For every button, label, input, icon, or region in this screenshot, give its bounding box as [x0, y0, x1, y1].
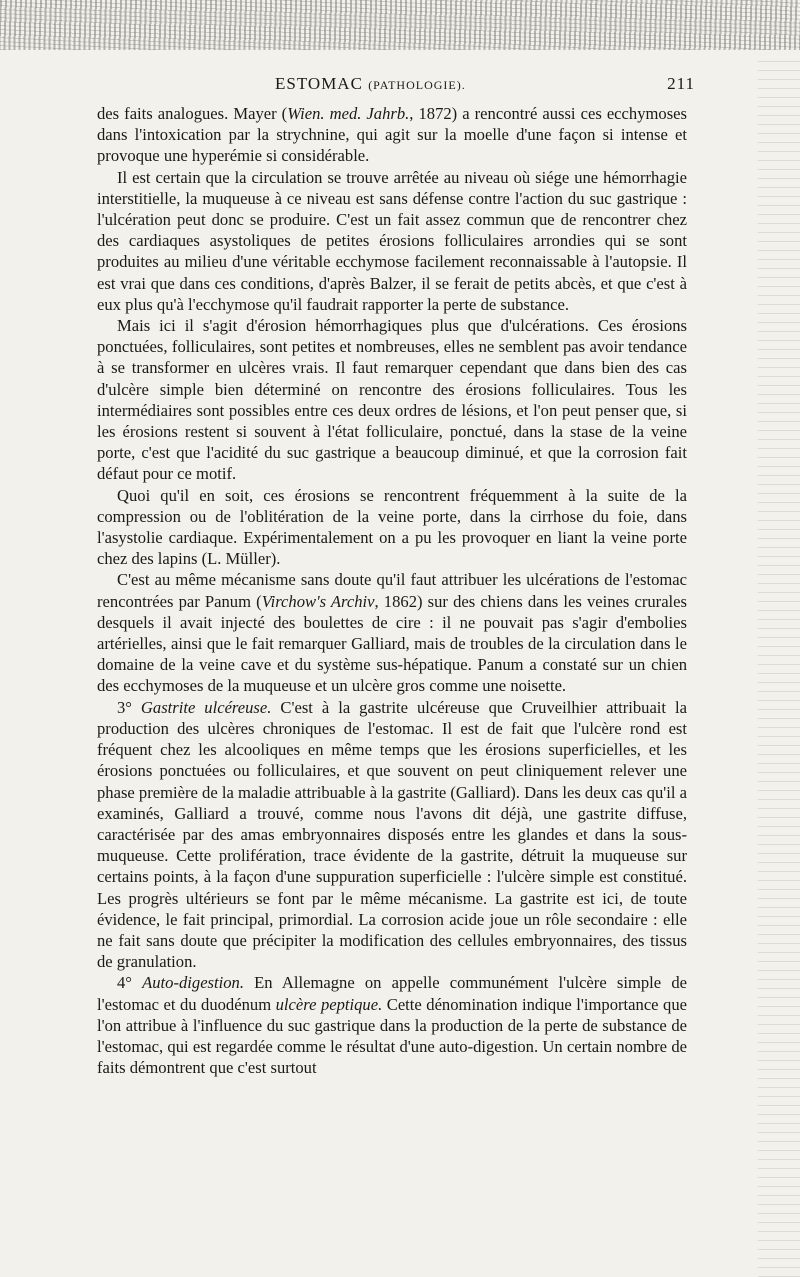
running-header: [95, 74, 695, 100]
header-title: [275, 74, 466, 94]
scan-noise-top: [0, 0, 800, 50]
header-title-paren: (PATHOLOGIE).: [368, 78, 466, 92]
term-emphasis: ulcère peptique.: [275, 994, 383, 1014]
paragraph-4: Quoi qu'il en soit, ces érosions se rencontrent fréquemment à la suite de la compression ou de l'oblitération de la veine porte, dans la cirrhose du foie, dans l'asystolie cardiaque. Expérimentalement on a pu les provoquer en liant la veine porte chez des lapins (L. Müller).: [97, 485, 687, 569]
citation-title: Wien. med. Jahrb.: [287, 104, 410, 123]
paragraph-2: Il est certain que la circulation se trouve arrêtée au niveau où siége une hémorrhagie interstitielle, la muqueuse à ce niveau est sans défense contre l'action du suc gastrique : l'ulcération peut donc se produire. C'est un fait assez commun que de rencontrer chez des cardiaques asystoliques de petites érosions folliculaires arrondies qui se sont produites au milieu d'une véritable ecchymose facilement reconnaissable à l'autopsie. Il est vrai que dans ces conditions, d'après Balzer, il se ferait de petits abcès, et que c'est à eux plus qu'à l'ecchymose qu'il faudrait rapporter la perte de substance.: [97, 167, 687, 314]
paragraph-1: des faits analogues. Mayer (Wien. med. Jahrb., 1872) a rencontré aussi ces ecchymoses dans l'intoxication par la strychnine, qui agit sur la moelle d'une façon si intense et provoque une hyperémie si considérable.: [97, 104, 687, 166]
citation-title: Virchow's Archiv: [261, 591, 375, 611]
page-number: 211: [667, 74, 695, 93]
header-title-main: ESTOMAC: [275, 74, 363, 93]
scan-noise-right: [758, 60, 800, 1277]
section-heading: Gastrite ulcéreuse.: [140, 697, 272, 717]
paragraph-3: Mais ici il s'agit d'érosion hémorrhagiques plus que d'ulcérations. Ces érosions ponctuées, folliculaires, sont petites et nombreuses, elles ne semblent pas avoir tendance à se transformer en ulcères vrais. Il faut remarquer cependant que dans bien des cas d'ulcère simple bien déterminé on rencontre des érosions folliculaires. Tous les intermédiaires sont possibles entre ces deux ordres de lésions, et l'on peut penser que, si les érosions restent si souvent à l'état folliculaire, ponctué, dans la stase de la veine porte, c'est que l'acidité du suc gastrique a beaucoup diminué, et que la corrosion fait défaut pour ce motif.: [97, 316, 687, 484]
paragraph-6: 3° Gastrite ulcéreuse. C'est à la gastrite ulcéreuse que Cruveilhier attribuait la production des ulcères chroniques de l'estomac. Il est de fait que l'ulcère rond est fréquent chez les alcooliques en même temps que les érosions superficielles, et les érosions ponctuées ou folliculaires, et que souvent on peut cliniquement relever une phase première de la maladie attribuable à la gastrite (Galliard). Dans les deux cas qu'il a examinés, Galliard a trouvé, comme nous l'avons dit déjà, une gastrite diffuse, caractérisée par des amas embryonnaires disposés entre les glandes et dans la sous-muqueuse. Cette prolifération, trace évidente de la gastrite, détruit la muqueuse sur certains points, à la façon d'une suppuration superficielle : l'ulcère simple est constitué. Les progrès ultérieurs se font par le même mécanisme. La gastrite est ici, de toute évidence, le fait principal, primordial. La corrosion acide joue un rôle secondaire : elle ne fait sans doute que précipiter la modification des cellules embryonnaires, des tissus de granulation.: [97, 697, 687, 972]
paragraph-5: C'est au même mécanisme sans doute qu'il faut attribuer les ulcérations de l'estomac rencontrées par Panum (Virchow's Archiv, 1862) sur des chiens dans les veines crurales desquels il avait injecté des boulettes de cire : il ne pouvait pas s'agir d'embolies artérielles, ainsi que le fait remarquer Galliard, mais de troubles de la circulation dans le domaine de la veine cave et du système sus-hépatique. Panum a constaté sur un chien des ecchymoses de la muqueuse et un ulcère gros comme une noisette.: [97, 570, 687, 696]
paragraph-7: 4° Auto-digestion. En Allemagne on appelle communément l'ulcère simple de l'estomac et du duodénum ulcère peptique. Cette dénomination indique l'importance que l'on attribue à l'influence du suc gastrique dans la production de la perte de substance de l'estomac, qui est regardée comme le résultat d'une auto-digestion. Un certain nombre de faits démontrent que c'est surtout: [97, 973, 688, 1078]
section-heading: Auto-digestion.: [142, 973, 244, 993]
body-text: [97, 103, 687, 1078]
